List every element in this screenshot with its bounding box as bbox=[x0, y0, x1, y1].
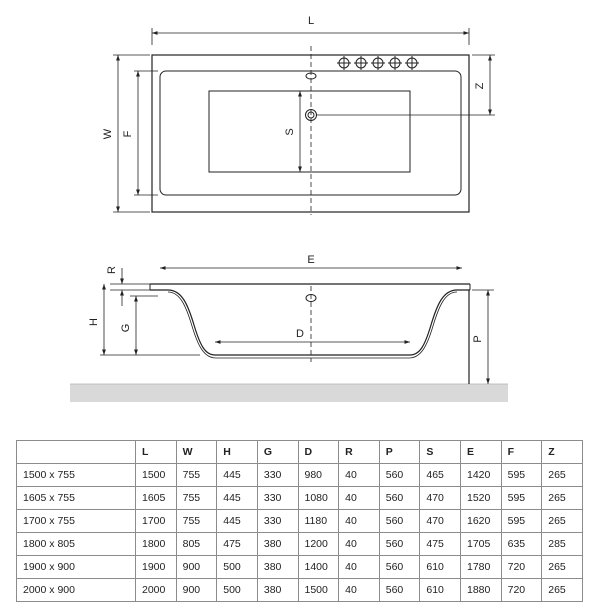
header-cell-S: S bbox=[420, 441, 461, 464]
table-cell-model: 1700 x 755 bbox=[17, 510, 136, 533]
table-cell: 755 bbox=[176, 487, 217, 510]
header-cell-H: H bbox=[217, 441, 258, 464]
table-cell-model: 1500 x 755 bbox=[17, 464, 136, 487]
floor bbox=[70, 384, 508, 402]
table-cell: 470 bbox=[420, 487, 461, 510]
table-cell: 805 bbox=[176, 533, 217, 556]
top-view bbox=[113, 28, 495, 215]
label-W: W bbox=[102, 128, 114, 140]
table-cell: 380 bbox=[257, 556, 298, 579]
table-cell: 900 bbox=[176, 579, 217, 602]
table-cell: 560 bbox=[379, 510, 420, 533]
table-cell: 755 bbox=[176, 510, 217, 533]
table-row bbox=[17, 487, 583, 510]
table-cell: 560 bbox=[379, 579, 420, 602]
tub-profile-inner bbox=[168, 292, 457, 358]
table-cell: 330 bbox=[257, 464, 298, 487]
table-cell: 40 bbox=[339, 579, 380, 602]
table-cell: 595 bbox=[501, 487, 542, 510]
header-cell-W: W bbox=[176, 441, 217, 464]
table-cell: 1400 bbox=[298, 556, 339, 579]
table-row bbox=[17, 556, 583, 579]
label-S: S bbox=[284, 128, 296, 136]
table-cell: 1420 bbox=[461, 464, 502, 487]
label-Z: Z bbox=[474, 82, 486, 90]
tub-profile bbox=[150, 290, 470, 355]
table-row bbox=[17, 579, 583, 602]
header-cell-R: R bbox=[339, 441, 380, 464]
table-cell: 445 bbox=[217, 464, 258, 487]
table-cell: 1880 bbox=[461, 579, 502, 602]
table-cell-model: 1900 x 900 bbox=[17, 556, 136, 579]
jet-icon bbox=[337, 56, 351, 70]
table-cell: 265 bbox=[542, 556, 583, 579]
table-cell: 330 bbox=[257, 487, 298, 510]
jet-icon bbox=[354, 56, 368, 70]
table-row bbox=[17, 510, 583, 533]
table-cell: 595 bbox=[501, 510, 542, 533]
dimensions-table-wrap bbox=[16, 440, 583, 602]
header-cell-E: E bbox=[461, 441, 502, 464]
jet-icon bbox=[371, 56, 385, 70]
table-cell: 720 bbox=[501, 579, 542, 602]
table-cell: 1705 bbox=[461, 533, 502, 556]
table-row bbox=[17, 464, 583, 487]
table-cell: 445 bbox=[217, 487, 258, 510]
table-cell: 475 bbox=[420, 533, 461, 556]
table-cell: 1700 bbox=[136, 510, 177, 533]
table-cell: 285 bbox=[542, 533, 583, 556]
table-cell: 1080 bbox=[298, 487, 339, 510]
header-cell-L: L bbox=[136, 441, 177, 464]
dimensions-table bbox=[16, 440, 583, 602]
table-cell: 470 bbox=[420, 510, 461, 533]
label-R: R bbox=[106, 266, 118, 274]
table-cell: 1500 bbox=[298, 579, 339, 602]
table-cell: 1500 bbox=[136, 464, 177, 487]
label-F: F bbox=[122, 130, 134, 138]
table-cell: 1800 bbox=[136, 533, 177, 556]
table-cell: 560 bbox=[379, 533, 420, 556]
side-view bbox=[70, 268, 508, 402]
table-cell: 900 bbox=[176, 556, 217, 579]
table-cell-model: 1800 x 805 bbox=[17, 533, 136, 556]
table-cell: 1780 bbox=[461, 556, 502, 579]
table-cell: 265 bbox=[542, 464, 583, 487]
table-cell: 560 bbox=[379, 464, 420, 487]
table-cell: 720 bbox=[501, 556, 542, 579]
label-G: G bbox=[120, 323, 132, 333]
table-cell: 40 bbox=[339, 556, 380, 579]
table-cell: 2000 bbox=[136, 579, 177, 602]
table-header-row bbox=[17, 441, 583, 464]
table-cell: 610 bbox=[420, 579, 461, 602]
table-cell: 265 bbox=[542, 510, 583, 533]
table-row bbox=[17, 533, 583, 556]
table-cell-model: 1605 x 755 bbox=[17, 487, 136, 510]
table-cell: 595 bbox=[501, 464, 542, 487]
label-P: P bbox=[472, 335, 484, 343]
header-cell-Z: Z bbox=[542, 441, 583, 464]
table-body bbox=[17, 464, 583, 602]
table-cell: 560 bbox=[379, 556, 420, 579]
table-cell: 560 bbox=[379, 487, 420, 510]
label-H: H bbox=[88, 318, 100, 326]
table-cell: 445 bbox=[217, 510, 258, 533]
table-cell: 465 bbox=[420, 464, 461, 487]
tub-inner-basin bbox=[160, 71, 461, 195]
table-cell: 40 bbox=[339, 464, 380, 487]
table-cell: 980 bbox=[298, 464, 339, 487]
jet-icon bbox=[405, 56, 419, 70]
tub-bottom-floor bbox=[209, 91, 410, 172]
table-cell: 40 bbox=[339, 487, 380, 510]
jets-row bbox=[337, 56, 419, 70]
table-cell: 380 bbox=[257, 533, 298, 556]
label-L: L bbox=[307, 15, 315, 27]
table-cell: 40 bbox=[339, 533, 380, 556]
table-cell: 380 bbox=[257, 579, 298, 602]
header-cell-model bbox=[17, 441, 136, 464]
table-cell: 330 bbox=[257, 510, 298, 533]
table-cell: 40 bbox=[339, 510, 380, 533]
table-cell: 1180 bbox=[298, 510, 339, 533]
header-cell-G: G bbox=[257, 441, 298, 464]
table-cell: 1605 bbox=[136, 487, 177, 510]
table-cell-model: 2000 x 900 bbox=[17, 579, 136, 602]
table-cell: 1520 bbox=[461, 487, 502, 510]
table-cell: 1620 bbox=[461, 510, 502, 533]
label-D: D bbox=[296, 328, 304, 340]
table-cell: 265 bbox=[542, 487, 583, 510]
table-cell: 1900 bbox=[136, 556, 177, 579]
header-cell-P: P bbox=[379, 441, 420, 464]
table-cell: 755 bbox=[176, 464, 217, 487]
table-cell: 475 bbox=[217, 533, 258, 556]
table-cell: 1200 bbox=[298, 533, 339, 556]
label-E: E bbox=[307, 254, 315, 266]
table-cell: 635 bbox=[501, 533, 542, 556]
header-cell-F: F bbox=[501, 441, 542, 464]
table-cell: 610 bbox=[420, 556, 461, 579]
header-cell-D: D bbox=[298, 441, 339, 464]
table-cell: 500 bbox=[217, 579, 258, 602]
table-cell: 500 bbox=[217, 556, 258, 579]
jet-icon bbox=[388, 56, 402, 70]
table-cell: 265 bbox=[542, 579, 583, 602]
